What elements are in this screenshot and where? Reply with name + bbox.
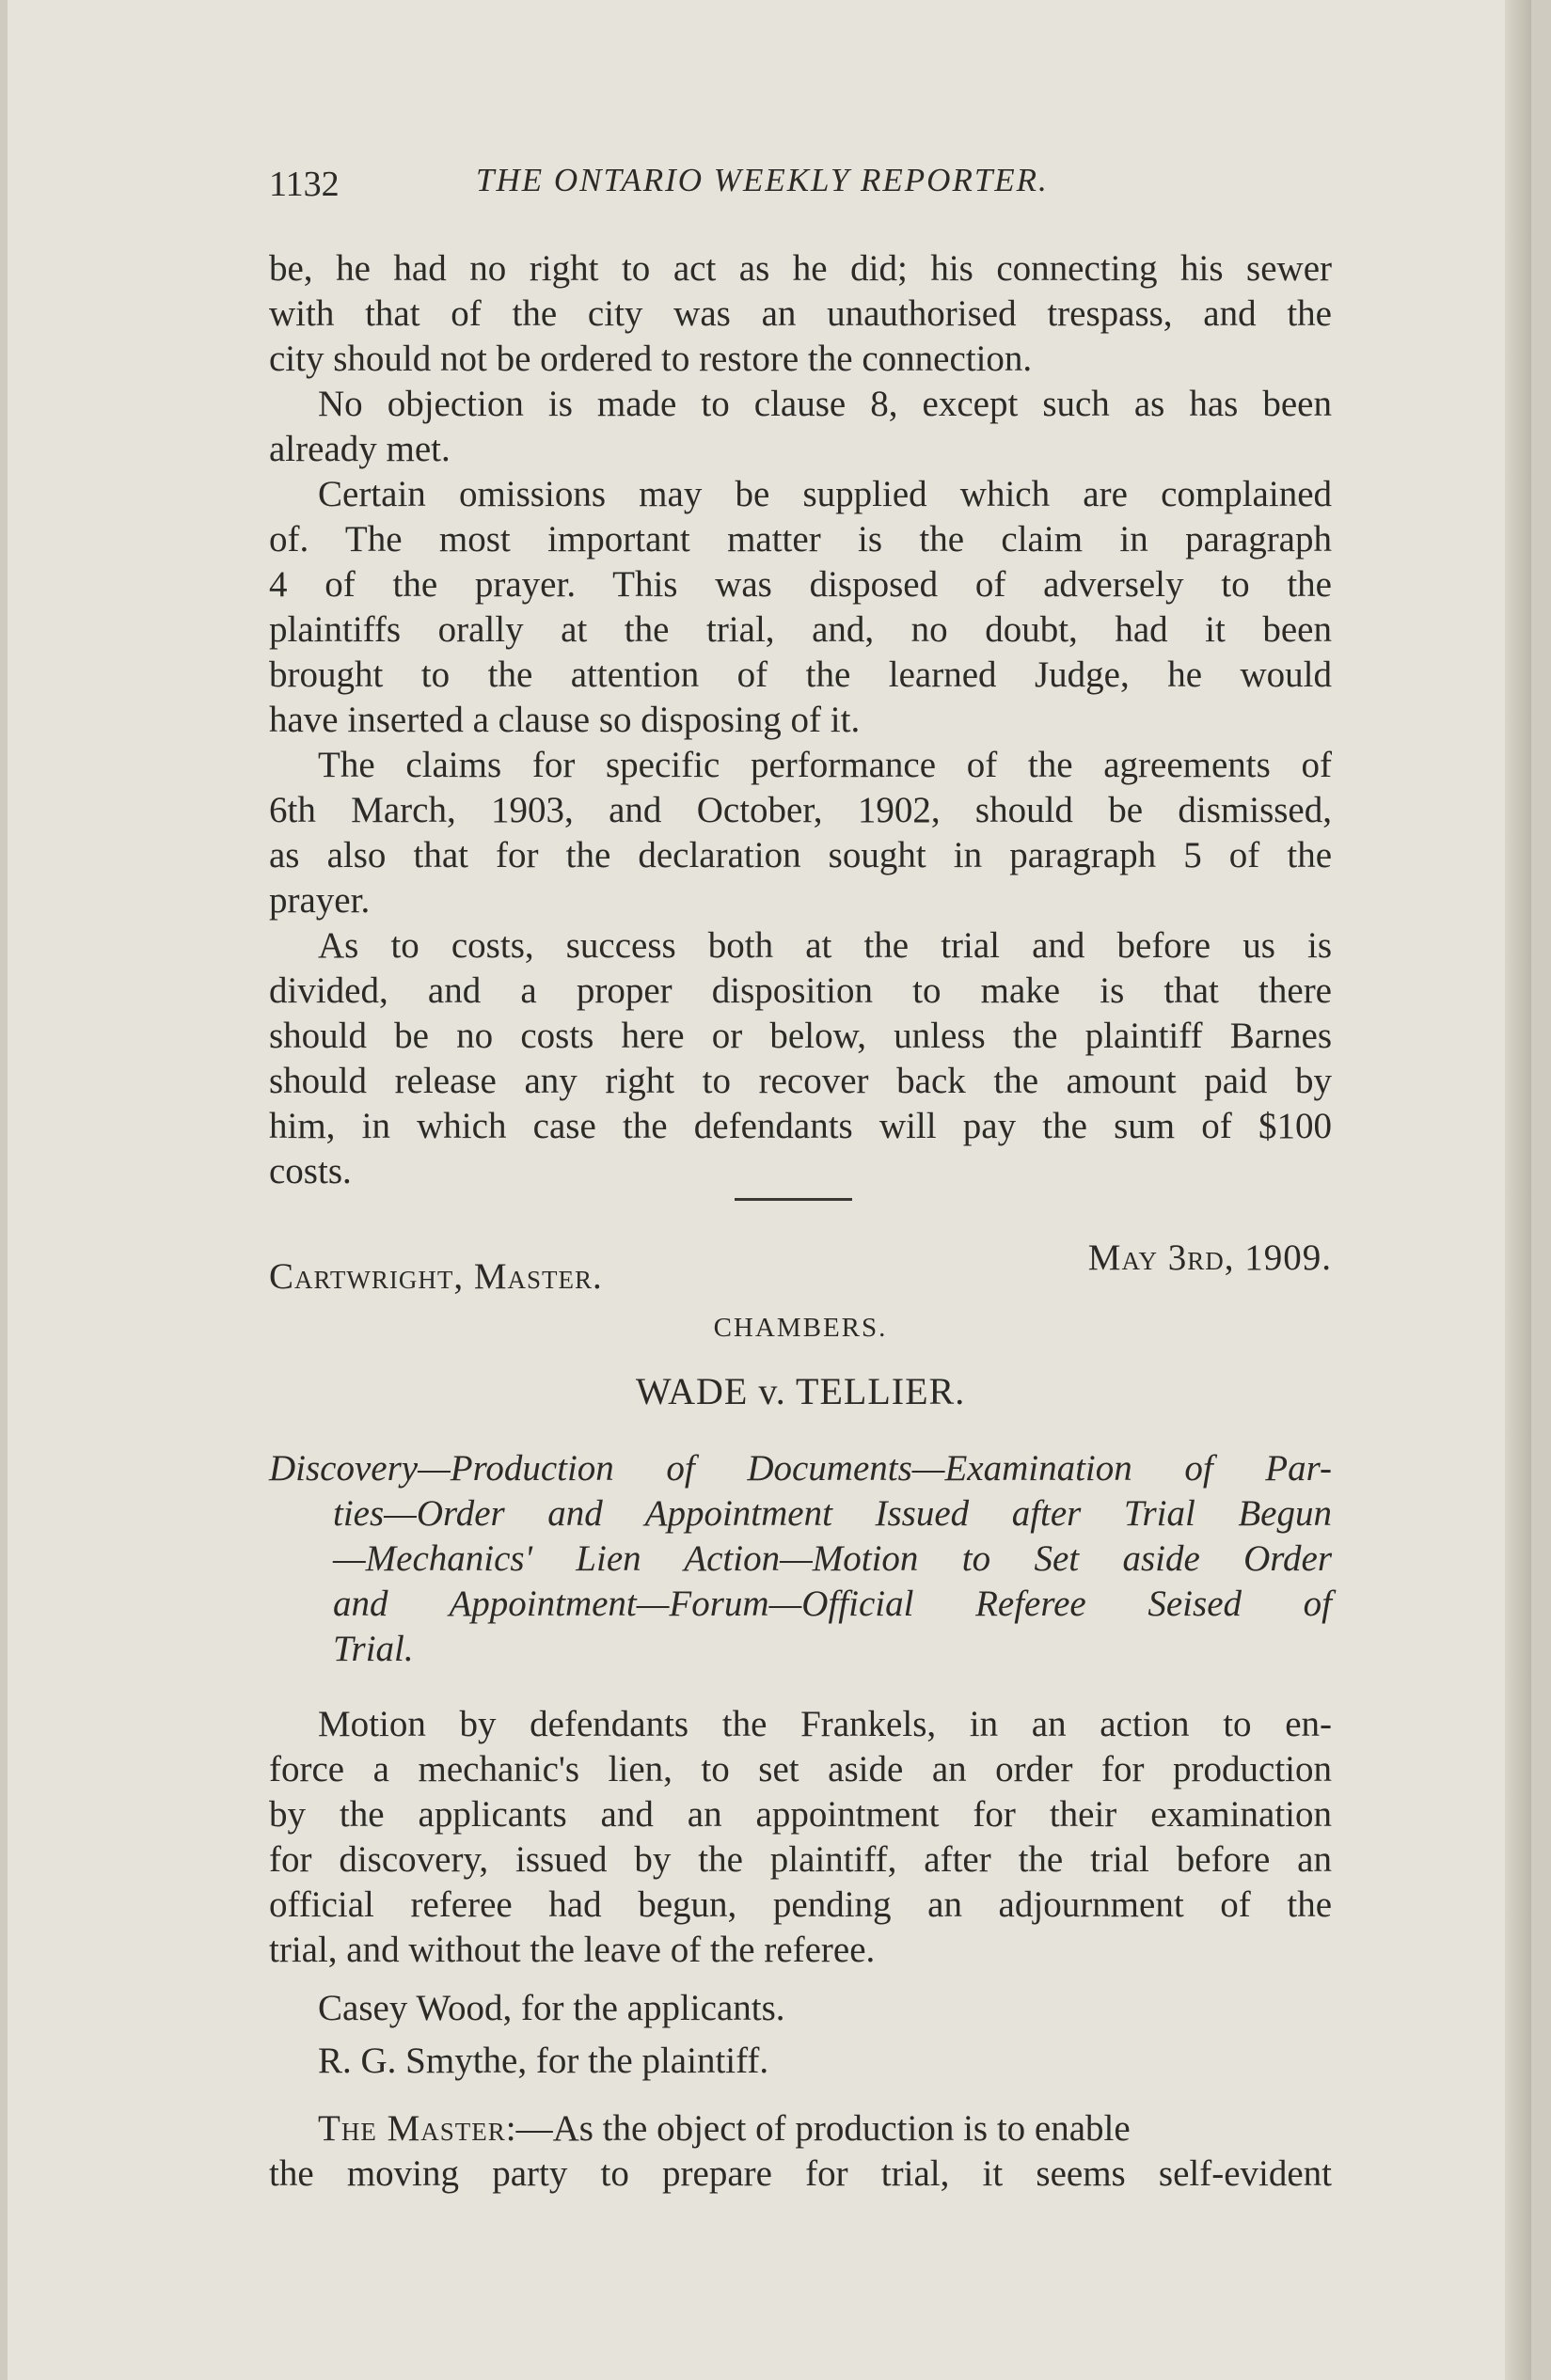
headnote-line: and Appointment—Forum—Official Referee Seised of xyxy=(333,1584,1332,1624)
headnote-line: Discovery—Production of Documents—Examination of Par- xyxy=(269,1448,1332,1489)
case-title: WADE v. TELLIER. xyxy=(635,1370,966,1412)
body-line: city should not be ordered to restore the connection. xyxy=(269,339,1033,379)
running-head: THE ONTARIO WEEKLY REPORTER. xyxy=(476,162,1049,198)
body-line: of. The most important matter is the claim in paragraph xyxy=(269,519,1332,560)
page-edge xyxy=(1505,0,1531,2380)
body-line: him, in which case the defendants will pay the sum of $100 xyxy=(269,1106,1332,1146)
body-line: should release any right to recover back the amount paid by xyxy=(269,1061,1332,1101)
body-line: 6th March, 1903, and October, 1902, should be dismissed, xyxy=(269,790,1332,830)
paragraph-start: The claims for specific performance of the agreements of xyxy=(318,745,1332,785)
judgment-line xyxy=(318,2106,1332,2151)
body-line: have inserted a clause so disposing of it. xyxy=(269,700,861,740)
page-header xyxy=(269,162,1332,218)
judgment-line: the moving party to prepare for trial, it seems self-evident xyxy=(269,2153,1332,2194)
body-line: divided, and a proper disposition to make is that there xyxy=(269,970,1332,1011)
statement-line: force a mechanic's lien, to set aside an order for production xyxy=(269,1749,1332,1789)
decision-date: May 3rd, 1909. xyxy=(1087,1237,1332,1278)
judge-name: Cartwright, Master. xyxy=(269,1256,603,1297)
body-line: already met. xyxy=(269,429,451,469)
statement-line: official referee had begun, pending an adjournment of the xyxy=(269,1884,1332,1925)
statement-line: trial, and without the leave of the referee. xyxy=(269,1930,876,1970)
page-number: 1132 xyxy=(269,165,340,204)
paragraph-start: Certain omissions may be supplied which are complained xyxy=(318,474,1332,514)
judgment-text: :—As the object of production is to enable xyxy=(505,2108,1131,2149)
body-line: should be no costs here or below, unless the plaintiff Barnes xyxy=(269,1016,1332,1056)
body-line: prayer. xyxy=(269,880,371,921)
statement-line: Motion by defendants the Frankels, in an action to en- xyxy=(318,1704,1332,1744)
section-divider xyxy=(735,1198,852,1201)
body-line: with that of the city was an unauthorised trespass, and the xyxy=(269,293,1332,334)
paragraph-start: As to costs, success both at the trial and before us is xyxy=(318,925,1332,966)
body-line: plaintiffs orally at the trial, and, no doubt, had it been xyxy=(269,609,1332,650)
paragraph-start: No objection is made to clause 8, except such as has been xyxy=(318,384,1332,424)
headnote-line: ties—Order and Appointment Issued after Trial Begun xyxy=(333,1493,1332,1534)
statement-line: by the applicants and an appointment for their examination xyxy=(269,1794,1332,1835)
court-name: CHAMBERS. xyxy=(713,1313,888,1343)
body-line: brought to the attention of the learned Judge, he would xyxy=(269,654,1332,695)
body-line: as also that for the declaration sought in paragraph 5 of the xyxy=(269,835,1332,875)
headnote-line: Trial. xyxy=(333,1629,414,1669)
body-line: costs. xyxy=(269,1151,352,1191)
judgment-speaker: The Master xyxy=(318,2108,506,2149)
headnote-line: —Mechanics' Lien Action—Motion to Set aside Order xyxy=(333,1538,1332,1579)
statement-line: for discovery, issued by the plaintiff, after the trial before an xyxy=(269,1839,1332,1880)
body-line: be, he had no right to act as he did; his connecting his sewer xyxy=(269,248,1332,289)
book-page xyxy=(8,0,1531,2380)
body-line: 4 of the prayer. This was disposed of adversely to the xyxy=(269,564,1332,605)
counsel-line: R. G. Smythe, for the plaintiff. xyxy=(318,2041,769,2081)
counsel-line: Casey Wood, for the applicants. xyxy=(318,1988,785,2028)
